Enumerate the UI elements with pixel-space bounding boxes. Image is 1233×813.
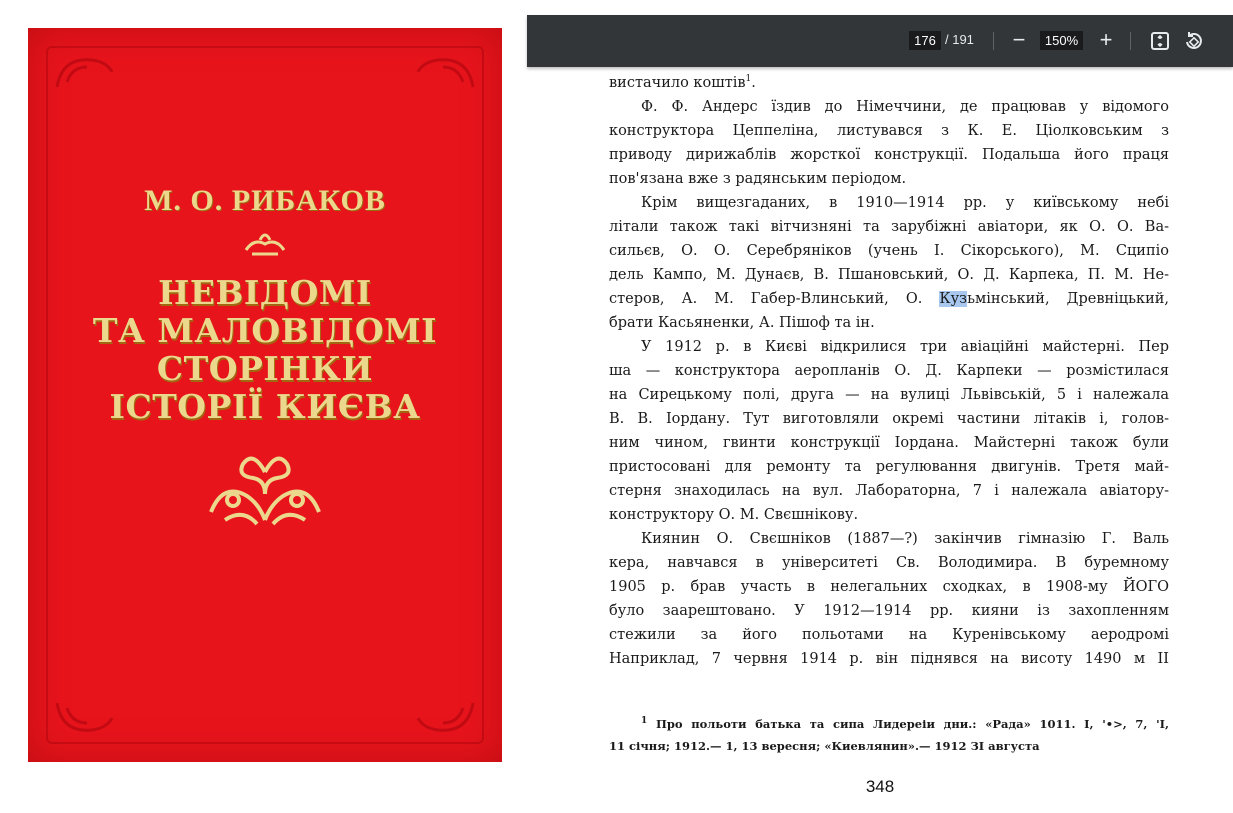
text-line: ша — конструктора аеропланів О. Д. Карпеки — розмістилася bbox=[609, 363, 1169, 379]
corner-ornament-icon bbox=[52, 52, 122, 92]
selected-text[interactable]: Куз bbox=[939, 291, 968, 307]
text-line: на Сирецькому полі, друга — на вулиці Львівській, 5 і належала bbox=[609, 387, 1169, 403]
text-line: дель Кампо, М. Дунаєв, В. Пшановський, О. Д. Карпека, П. М. Не- bbox=[609, 267, 1169, 283]
small-ornament-icon bbox=[242, 228, 288, 258]
pdf-toolbar bbox=[527, 15, 1233, 67]
text-line: пов'язана вже з радянським періодом. bbox=[609, 171, 907, 187]
cover-author: М. О. РИБАКОВ bbox=[144, 184, 386, 217]
pdf-page bbox=[527, 67, 1233, 813]
cover-title-line: НЕВІДОМІ bbox=[158, 273, 372, 312]
footnote-line: $^1$ Про польоти батька та сипа Лидереіи дни.: «Рада» 1011. І, '•>, 7, 'І, bbox=[641, 716, 1169, 731]
book-cover-image bbox=[28, 28, 502, 762]
text-line: стежили за його польотами на Куренівському аеродромі bbox=[609, 627, 1169, 643]
pdf-viewer bbox=[527, 15, 1233, 813]
text-line: стерня знаходилась на вул. Лабораторна, 7 і належала авіатору- bbox=[609, 483, 1169, 499]
text-line: конструктору О. М. Свєшнікову. bbox=[609, 507, 859, 523]
text-line: Крім вищезгаданих, в 1910—1914 рр. у київському небі bbox=[641, 195, 1169, 211]
text-line: Ф. Ф. Андерс їздив до Німеччини, де працював у відомого bbox=[641, 99, 1169, 115]
fit-page-icon bbox=[1148, 29, 1172, 53]
footnote-ref: 1 bbox=[745, 74, 752, 85]
page-number: 348 bbox=[865, 777, 895, 796]
cover-title bbox=[28, 274, 502, 426]
footnote-line: 11 січня; 1912.— 1, 13 вересня; «Киевлянин».— 1912 ЗІ августа bbox=[609, 739, 1040, 753]
fit-page-button[interactable] bbox=[1148, 29, 1172, 53]
corner-ornament-icon bbox=[408, 52, 478, 92]
text-line: сильєв, О. О. Серебряніков (учень І. Сікорського), М. Сципіо bbox=[609, 243, 1169, 259]
text-line: У 1912 р. в Києві відкрилися три авіаційні майстерні. Пер bbox=[641, 339, 1169, 355]
cover-title-line: ІСТОРІЇ КИЄВА bbox=[109, 387, 421, 426]
text-line: пристосовані для ремонту та регулювання двигунів. Третя май- bbox=[609, 459, 1169, 475]
rotate-button[interactable] bbox=[1182, 29, 1206, 53]
text-line: стеров, А. М. Габер-Влинський, О. Кузьмінський, Древніцький, bbox=[609, 291, 1170, 307]
text-line: брати Касьяненки, А. Пішоф та ін. bbox=[609, 315, 875, 331]
zoom-level-input[interactable] bbox=[1040, 31, 1083, 50]
text-line: було заарештовано. У 1912—1914 рр. кияни із захопленням bbox=[609, 603, 1169, 619]
corner-ornament-icon bbox=[52, 698, 122, 738]
toolbar-divider bbox=[1130, 32, 1131, 50]
text-line: Киянин О. Свєшніков (1887—?) закінчив гімназію Г. Валь bbox=[641, 531, 1169, 547]
floral-ornament-icon bbox=[203, 442, 327, 532]
page-total-label: / 191 bbox=[945, 32, 974, 47]
text-line: Наприклад, 7 червня 1914 р. він піднявся на висоту 1490 м ІІ bbox=[609, 651, 1169, 667]
text-line: кера, навчався в університеті Св. Володимира. В буремному bbox=[609, 555, 1169, 571]
page-number-input[interactable] bbox=[909, 31, 941, 50]
text-line: конструктора Цеппеліна, листувався з К. Е. Ціолковським з bbox=[609, 123, 1169, 139]
rotate-icon bbox=[1182, 29, 1206, 53]
text-line: 1905 р. брав участь в нелегальних сходках, в 1908-му ЙОГО bbox=[609, 579, 1169, 595]
zoom-in-button[interactable]: + bbox=[1099, 27, 1113, 52]
zoom-out-button[interactable]: − bbox=[1012, 27, 1026, 52]
corner-ornament-icon bbox=[408, 698, 478, 738]
text-line: літали також такі вітчизняні та зарубіжні авіатори, як О. О. Ва- bbox=[609, 219, 1169, 235]
cover-title-line: ТА МАЛОВІДОМІ bbox=[92, 311, 438, 350]
text-line: В. В. Іордану. Тут виготовляли окремі частини літаків і, голов- bbox=[609, 411, 1169, 427]
text-line: вистачило коштів$^1$. bbox=[609, 74, 756, 91]
cover-title-line: СТОРІНКИ bbox=[156, 349, 374, 388]
text-line: ним чином, гвинти конструкції Іордана. Майстерні також були bbox=[609, 435, 1169, 451]
text-line: приводу дирижаблів жорсткої конструкції. Подальша його праця bbox=[609, 147, 1169, 163]
toolbar-divider bbox=[993, 32, 994, 50]
